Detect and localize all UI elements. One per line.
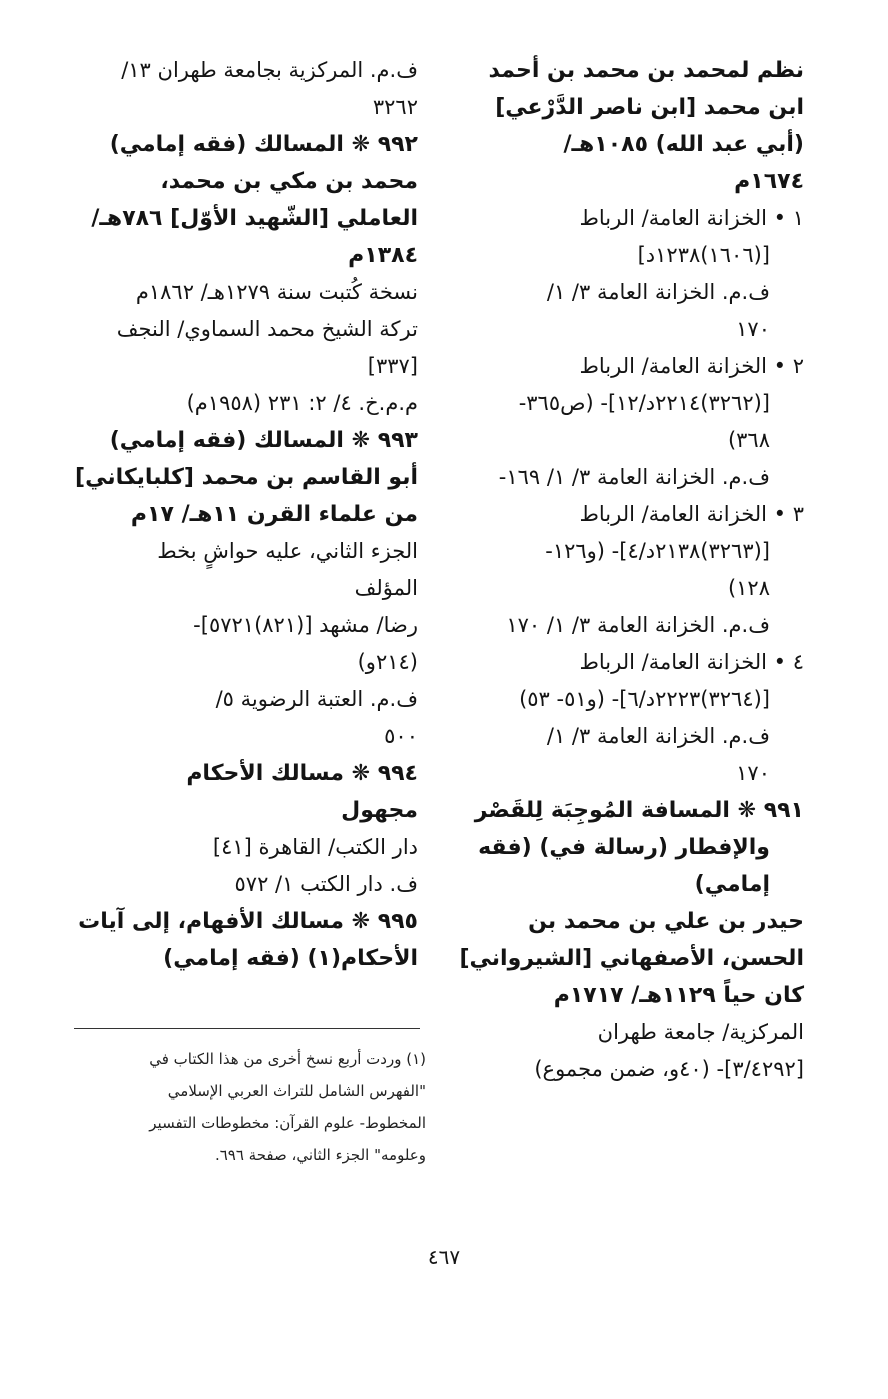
entry-line: ١٧٠ bbox=[736, 317, 770, 341]
entry-heading-line: (أبي عبد الله) ١٠٨٥هـ/ bbox=[563, 132, 804, 157]
entry-line: ١٧٠ bbox=[736, 761, 770, 785]
entry-heading-line: نظم لمحمد بن محمد بن أحمد bbox=[488, 58, 804, 83]
entry-heading-line: الحسن، الأصفهاني [الشيرواني] bbox=[459, 946, 804, 971]
entry-line: ١ • الخزانة العامة/ الرباط bbox=[579, 206, 804, 230]
entry-line: [(٣٢٦٢)٢٢١٤د/١٢]- (ص٣٦٥- bbox=[518, 391, 770, 415]
entry-line: ٣٢٦٢ bbox=[372, 95, 418, 119]
entry-line: تركة الشيخ محمد السماوي/ النجف bbox=[116, 317, 418, 341]
entry-line: ف.م. المركزية بجامعة طهران ١٣/ bbox=[121, 58, 418, 82]
entry-heading-line: محمد بن مكي بن محمد، bbox=[160, 169, 418, 194]
entry-line: ف.م. الخزانة العامة ٣/ ١/ ١٦٩- bbox=[498, 465, 770, 489]
entry-line: [(١٦٠٦)١٢٣٨د] bbox=[637, 243, 770, 267]
footnote-line: المخطوط- علوم القرآن: مخطوطات التفسير bbox=[149, 1114, 426, 1132]
entry-heading-line: ٩٩٣ ❋ المسالك (فقه إمامي) bbox=[109, 428, 418, 453]
entry-line: [٣٣٧] bbox=[367, 354, 418, 378]
entry-heading-line: والإفطار (رسالة في) (فقه bbox=[478, 835, 770, 860]
entry-line: ف.م. الخزانة العامة ٣/ ١/ bbox=[546, 724, 770, 748]
entry-heading-line: العاملي [الشّهيد الأوّل] ٧٨٦هـ/ bbox=[91, 206, 418, 231]
entry-heading-line: إمامي) bbox=[694, 872, 770, 897]
entry-line: المؤلف bbox=[354, 576, 418, 600]
entry-line: ف. دار الكتب ١/ ٥٧٢ bbox=[234, 872, 418, 896]
entry-line: نسخة كُتبت سنة ١٢٧٩هـ/ ١٨٦٢م bbox=[135, 280, 418, 304]
entry-heading-line: أبو القاسم بن محمد [كلبايكاني] bbox=[75, 465, 418, 490]
entry-line: دار الكتب/ القاهرة [٤١] bbox=[212, 835, 418, 859]
entry-heading-line: ٩٩١ ❋ المسافة المُوجِبَة لِلقَصْر bbox=[474, 798, 804, 823]
entry-line: ف.م. العتبة الرضوية ٥/ bbox=[215, 687, 418, 711]
footnote-line: (١) وردت أربع نسخ أخرى من هذا الكتاب في bbox=[149, 1050, 426, 1068]
footnote-line: "الفهرس الشامل للتراث العربي الإسلامي bbox=[167, 1082, 426, 1100]
entry-line: [٣/٤٢٩٢]- (٤٠و، ضمن مجموع) bbox=[534, 1057, 804, 1081]
entry-line: ٣ • الخزانة العامة/ الرباط bbox=[579, 502, 804, 526]
entry-line: الجزء الثاني، عليه حواشٍ بخط bbox=[157, 539, 418, 563]
entry-heading-line: ١٣٨٤م bbox=[348, 243, 418, 268]
entry-line: ٤ • الخزانة العامة/ الرباط bbox=[579, 650, 804, 674]
entry-line: رضا/ مشهد [(٨٢١)٥٧٢١]- bbox=[193, 613, 418, 637]
entry-heading-line: ٩٩٥ ❋ مسالك الأفهام، إلى آيات bbox=[78, 909, 418, 934]
entry-line: [(٣٢٦٣)٢١٣٨د/٤]- (و١٢٦- bbox=[545, 539, 770, 563]
entry-heading-line: ٩٩٢ ❋ المسالك (فقه إمامي) bbox=[109, 132, 418, 157]
entry-heading-line: ابن محمد [ابن ناصر الدَّرْعي] bbox=[495, 95, 804, 120]
entry-heading-line: حيدر بن علي بن محمد بن bbox=[528, 909, 804, 934]
footnote-divider bbox=[74, 1028, 420, 1029]
entry-line: ف.م. الخزانة العامة ٣/ ١/ ١٧٠ bbox=[506, 613, 770, 637]
right-column bbox=[459, 52, 804, 1088]
entry-heading-line: كان حياً ١١٢٩هـ/ ١٧١٧م bbox=[553, 983, 804, 1008]
entry-heading-line: من علماء القرن ١١هـ/ ١٧م bbox=[130, 502, 418, 527]
left-column bbox=[75, 52, 418, 977]
entry-line: ٥٠٠ bbox=[384, 724, 418, 748]
entry-heading-line: ١٦٧٤م bbox=[734, 169, 804, 194]
page-number: ٤٦٧ bbox=[427, 1245, 461, 1269]
entry-line: ف.م. الخزانة العامة ٣/ ١/ bbox=[546, 280, 770, 304]
entry-line: (٢١٤و) bbox=[357, 650, 418, 674]
entry-heading-line: الأحكام(١) (فقه إمامي) bbox=[163, 946, 418, 971]
entry-line: [(٣٢٦٤)٢٢٢٣د/٦]- (و٥١- ٥٣) bbox=[519, 687, 770, 711]
entry-line: ٣٦٨) bbox=[727, 428, 770, 452]
entry-line: م.م.خ. ٤/ ٢: ٢٣١ (١٩٥٨م) bbox=[186, 391, 418, 415]
entry-heading-line: ٩٩٤ ❋ مسالك الأحكام bbox=[186, 761, 418, 786]
footnote bbox=[74, 1043, 426, 1171]
entry-line: ١٢٨) bbox=[727, 576, 770, 600]
entry-heading-line: مجهول bbox=[341, 798, 418, 823]
footnote-line: وعلومه" الجزء الثاني، صفحة ٦٩٦. bbox=[214, 1146, 426, 1164]
entry-line: ٢ • الخزانة العامة/ الرباط bbox=[579, 354, 804, 378]
entry-line: المركزية/ جامعة طهران bbox=[597, 1020, 804, 1044]
